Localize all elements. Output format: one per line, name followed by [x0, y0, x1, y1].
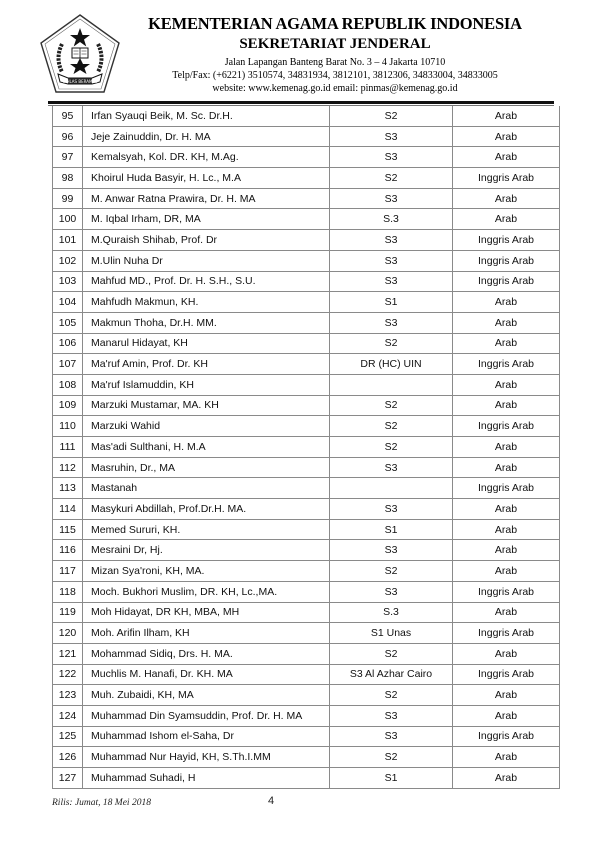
education-cell: S3 [330, 271, 453, 292]
row-number: 109 [53, 395, 83, 416]
language-cell: Arab [453, 437, 560, 458]
table-row [53, 168, 560, 189]
table-row [53, 292, 560, 313]
table-row [53, 747, 560, 768]
table-row [53, 333, 560, 354]
website-email: website: www.kemenag.go.id email: pinmas@kemenag.go.id [212, 83, 458, 94]
table-row [53, 540, 560, 561]
row-number: 123 [53, 685, 83, 706]
row-number: 118 [53, 581, 83, 602]
table-row [53, 250, 560, 271]
row-number: 97 [53, 147, 83, 168]
language-cell: Arab [453, 374, 560, 395]
table-row [53, 188, 560, 209]
row-number: 117 [53, 561, 83, 582]
language-cell: Arab [453, 395, 560, 416]
scholar-name: Muhammad Din Syamsuddin, Prof. Dr. H. MA [83, 705, 330, 726]
row-number: 99 [53, 188, 83, 209]
scholar-name: Mahfudh Makmun, KH. [83, 292, 330, 313]
scholar-name: Muhammad Nur Hayid, KH, S.Th.I.MM [83, 747, 330, 768]
language-cell: Inggris Arab [453, 168, 560, 189]
row-number: 119 [53, 602, 83, 623]
language-cell: Arab [453, 209, 560, 230]
row-number: 105 [53, 312, 83, 333]
scholar-name: M. Anwar Ratna Prawira, Dr. H. MA [83, 188, 330, 209]
row-number: 121 [53, 643, 83, 664]
table-row [53, 209, 560, 230]
education-cell: S3 Al Azhar Cairo [330, 664, 453, 685]
scholar-name: Muhammad Suhadi, H [83, 768, 330, 789]
row-number: 110 [53, 416, 83, 437]
row-number: 127 [53, 768, 83, 789]
language-cell: Inggris Arab [453, 271, 560, 292]
table-row [53, 126, 560, 147]
language-cell: Arab [453, 147, 560, 168]
scholar-name: Mesraini Dr, Hj. [83, 540, 330, 561]
phone-fax: Telp/Fax: (+6221) 3510574, 34831934, 3812101, 3812306, 34833004, 34833005 [172, 70, 498, 81]
education-cell: S2 [330, 168, 453, 189]
education-cell: S3 [330, 581, 453, 602]
table-row [53, 147, 560, 168]
secretariat-name: SEKRETARIAT JENDERAL [239, 36, 431, 52]
education-cell: S1 [330, 292, 453, 313]
table-row [53, 519, 560, 540]
row-number: 114 [53, 499, 83, 520]
row-number: 101 [53, 230, 83, 251]
scholar-name: Marzuki Wahid [83, 416, 330, 437]
scholar-name: Ma'ruf Amin, Prof. Dr. KH [83, 354, 330, 375]
scholar-name: Masykuri Abdillah, Prof.Dr.H. MA. [83, 499, 330, 520]
education-cell: S2 [330, 643, 453, 664]
education-cell: S2 [330, 437, 453, 458]
table-row [53, 230, 560, 251]
language-cell: Arab [453, 768, 560, 789]
row-number: 96 [53, 126, 83, 147]
row-number: 120 [53, 623, 83, 644]
language-cell: Inggris Arab [453, 726, 560, 747]
language-cell: Inggris Arab [453, 664, 560, 685]
scholar-name: Mohammad Sidiq, Drs. H. MA. [83, 643, 330, 664]
language-cell: Arab [453, 106, 560, 126]
education-cell: S3 [330, 126, 453, 147]
row-number: 112 [53, 457, 83, 478]
education-cell: S1 Unas [330, 623, 453, 644]
table-row [53, 312, 560, 333]
row-number: 124 [53, 705, 83, 726]
table-row [53, 768, 560, 789]
education-cell [330, 374, 453, 395]
table-row [53, 664, 560, 685]
education-cell: S3 [330, 250, 453, 271]
education-cell: S2 [330, 416, 453, 437]
language-cell: Arab [453, 499, 560, 520]
table-row [53, 561, 560, 582]
table-row [53, 685, 560, 706]
language-cell: Inggris Arab [453, 250, 560, 271]
table-row [53, 416, 560, 437]
table-row [53, 602, 560, 623]
education-cell: S2 [330, 333, 453, 354]
language-cell: Arab [453, 333, 560, 354]
table-row [53, 354, 560, 375]
language-cell: Inggris Arab [453, 416, 560, 437]
education-cell: S2 [330, 561, 453, 582]
svg-text:IKHLAS BERAMAL: IKHLAS BERAMAL [62, 78, 98, 84]
education-cell: S3 [330, 312, 453, 333]
row-number: 102 [53, 250, 83, 271]
education-cell: S2 [330, 747, 453, 768]
scholar-name: Mastanah [83, 478, 330, 499]
table-row [53, 457, 560, 478]
row-number: 126 [53, 747, 83, 768]
scholar-name: Masruhin, Dr., MA [83, 457, 330, 478]
language-cell: Arab [453, 292, 560, 313]
education-cell: S3 [330, 457, 453, 478]
language-cell: Inggris Arab [453, 230, 560, 251]
scholar-name: Moh Hidayat, DR KH, MBA, MH [83, 602, 330, 623]
kemenag-emblem-icon [38, 12, 122, 96]
education-cell: S3 [330, 540, 453, 561]
language-cell: Arab [453, 540, 560, 561]
scholar-name: Muhammad Ishom el-Saha, Dr [83, 726, 330, 747]
table-row [53, 106, 560, 126]
table-row [53, 581, 560, 602]
scholar-name: Memed Sururi, KH. [83, 519, 330, 540]
language-cell: Arab [453, 561, 560, 582]
scholar-name: Mas'adi Sulthani, H. M.A [83, 437, 330, 458]
table-row [53, 271, 560, 292]
language-cell: Arab [453, 312, 560, 333]
scholar-name: Ma'ruf Islamuddin, KH [83, 374, 330, 395]
row-number: 108 [53, 374, 83, 395]
language-cell: Inggris Arab [453, 623, 560, 644]
language-cell: Arab [453, 519, 560, 540]
education-cell [330, 478, 453, 499]
language-cell: Arab [453, 685, 560, 706]
language-cell: Inggris Arab [453, 478, 560, 499]
scholar-name: Mizan Sya'roni, KH, MA. [83, 561, 330, 582]
page-number: 4 [268, 795, 275, 807]
row-number: 98 [53, 168, 83, 189]
table-row [53, 395, 560, 416]
language-cell: Arab [453, 126, 560, 147]
education-cell: DR (HC) UIN [330, 354, 453, 375]
table-row [53, 726, 560, 747]
scholar-name: Moch. Bukhori Muslim, DR. KH, Lc.,MA. [83, 581, 330, 602]
table-row [53, 643, 560, 664]
table-row [53, 705, 560, 726]
row-number: 122 [53, 664, 83, 685]
education-cell: S2 [330, 395, 453, 416]
education-cell: S2 [330, 685, 453, 706]
scholar-name: M. Iqbal Irham, DR, MA [83, 209, 330, 230]
education-cell: S3 [330, 147, 453, 168]
scholar-name: Makmun Thoha, Dr.H. MM. [83, 312, 330, 333]
education-cell: S3 [330, 188, 453, 209]
language-cell: Inggris Arab [453, 581, 560, 602]
scholar-name: M.Quraish Shihab, Prof. Dr [83, 230, 330, 251]
ministry-name: KEMENTERIAN AGAMA REPUBLIK INDONESIA [148, 14, 522, 33]
language-cell: Arab [453, 705, 560, 726]
education-cell: S3 [330, 726, 453, 747]
scholar-name: M.Ulin Nuha Dr [83, 250, 330, 271]
table-row [53, 623, 560, 644]
row-number: 103 [53, 271, 83, 292]
education-cell: S.3 [330, 602, 453, 623]
language-cell: Arab [453, 602, 560, 623]
scholar-name: Mahfud MD., Prof. Dr. H. S.H., S.U. [83, 271, 330, 292]
row-number: 104 [53, 292, 83, 313]
table-row [53, 374, 560, 395]
address: Jalan Lapangan Banteng Barat No. 3 – 4 Jakarta 10710 [224, 57, 446, 68]
row-number: 107 [53, 354, 83, 375]
release-date: Rilis: Jumat, 18 Mei 2018 [52, 798, 151, 808]
table-row [53, 437, 560, 458]
scholar-name: Muh. Zubaidi, KH, MA [83, 685, 330, 706]
language-cell: Arab [453, 747, 560, 768]
scholar-name: Khoirul Huda Basyir, H. Lc., M.A [83, 168, 330, 189]
education-cell: S1 [330, 519, 453, 540]
scholar-name: Moh. Arifin Ilham, KH [83, 623, 330, 644]
row-number: 106 [53, 333, 83, 354]
education-cell: S3 [330, 230, 453, 251]
education-cell: S1 [330, 768, 453, 789]
language-cell: Inggris Arab [453, 354, 560, 375]
scholar-name: Muchlis M. Hanafi, Dr. KH. MA [83, 664, 330, 685]
education-cell: S.3 [330, 209, 453, 230]
row-number: 125 [53, 726, 83, 747]
row-number: 116 [53, 540, 83, 561]
language-cell: Arab [453, 457, 560, 478]
row-number: 95 [53, 106, 83, 126]
row-number: 111 [53, 437, 83, 458]
education-cell: S2 [330, 106, 453, 126]
row-number: 100 [53, 209, 83, 230]
row-number: 115 [53, 519, 83, 540]
scholar-name: Manarul Hidayat, KH [83, 333, 330, 354]
table-row [53, 478, 560, 499]
scholar-name: Marzuki Mustamar, MA. KH [83, 395, 330, 416]
education-cell: S3 [330, 499, 453, 520]
letterhead [130, 14, 540, 95]
scholar-name: Jeje Zainuddin, Dr. H. MA [83, 126, 330, 147]
scholar-name: Kemalsyah, Kol. DR. KH, M.Ag. [83, 147, 330, 168]
language-cell: Arab [453, 188, 560, 209]
letterhead-divider [48, 101, 554, 104]
table-row [53, 499, 560, 520]
education-cell: S3 [330, 705, 453, 726]
scholar-name: Irfan Syauqi Beik, M. Sc. Dr.H. [83, 106, 330, 126]
scholar-table [52, 106, 560, 789]
row-number: 113 [53, 478, 83, 499]
language-cell: Arab [453, 643, 560, 664]
